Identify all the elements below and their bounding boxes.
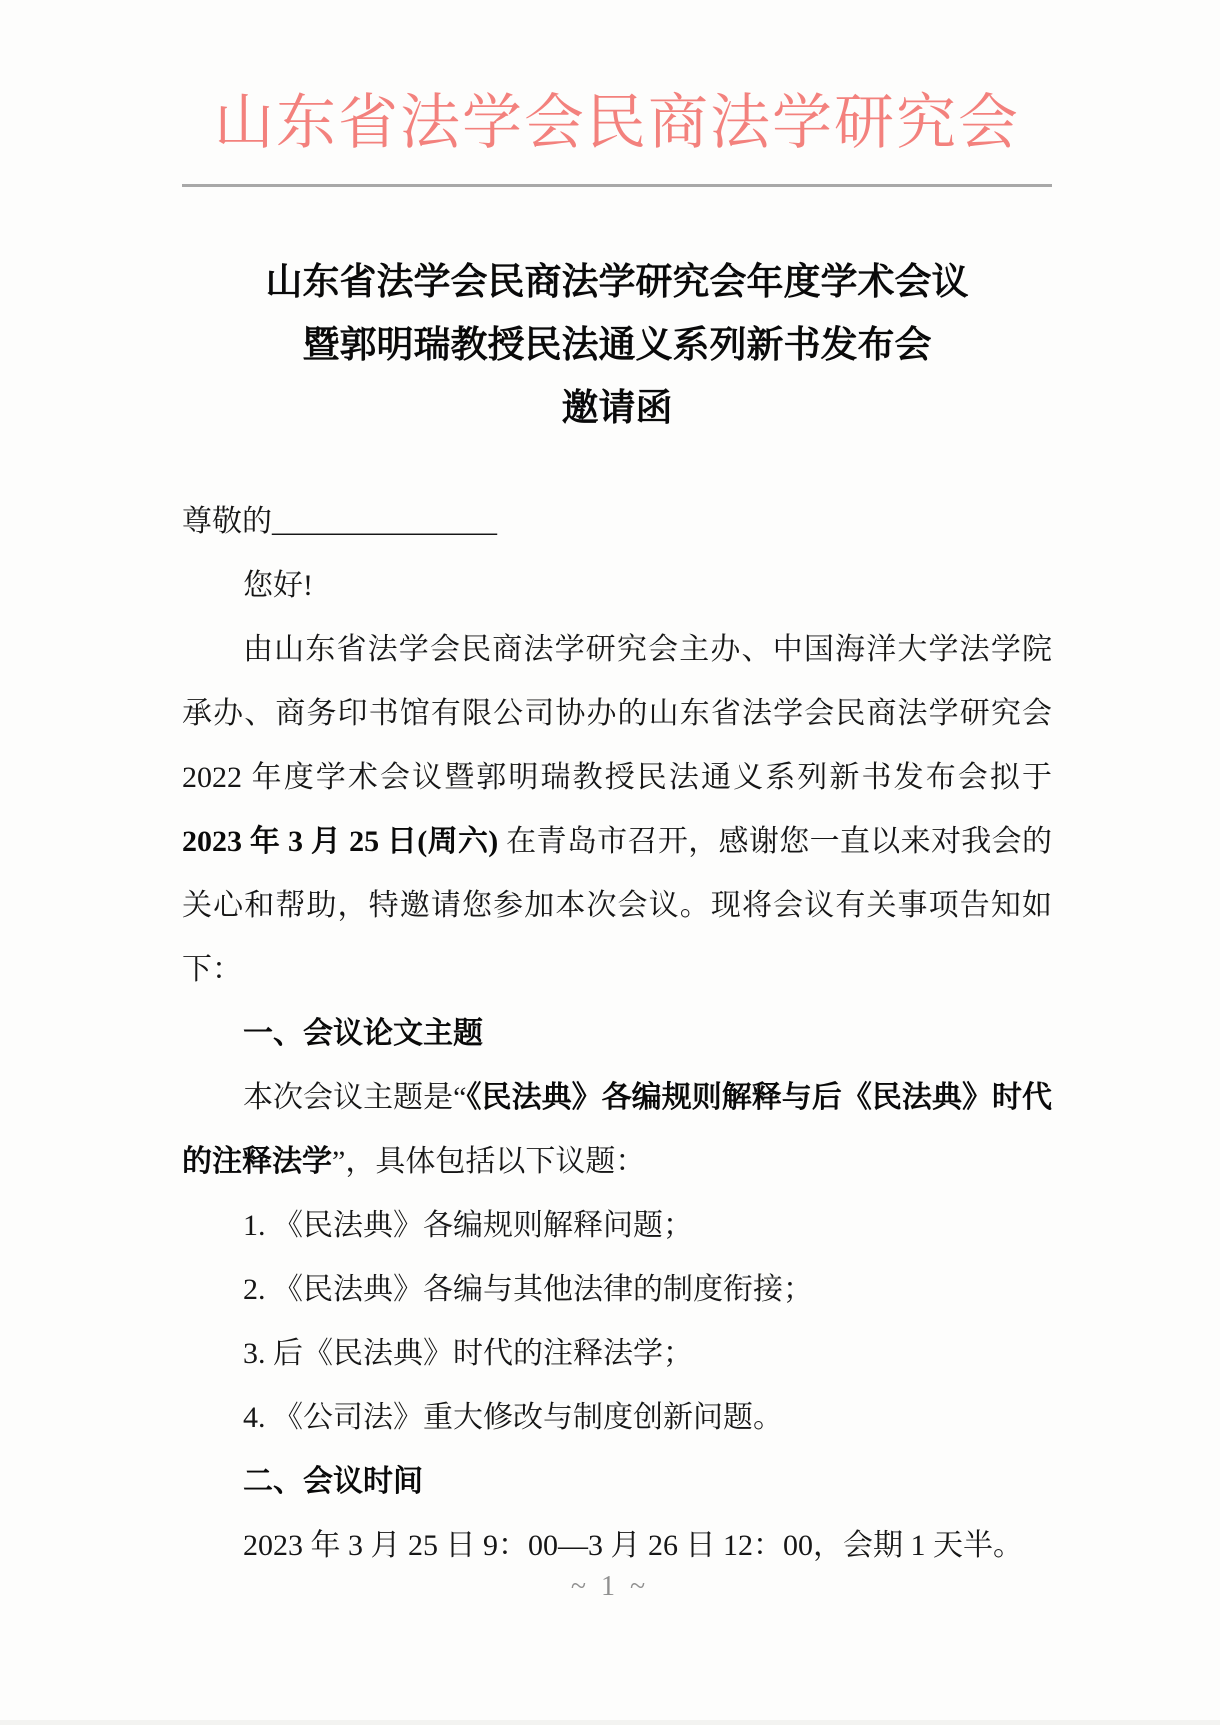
bold-text: 二、会议时间 (243, 1465, 423, 1498)
page-bottom-edge (0, 1720, 1220, 1725)
paragraph (182, 554, 1052, 618)
text-run: 2023 年 3 月 25 日 9：00—3 月 26 日 12：00，会期 1 天半。 (243, 1529, 1023, 1562)
text-run: 3. 后《民法典》时代的注释法学； (243, 1337, 693, 1370)
text-run: 4. 《公司法》重大修改与制度创新问题。 (243, 1401, 783, 1434)
text-run: 1. 《民法典》各编规则解释问题； (243, 1209, 693, 1242)
section-heading (182, 1450, 1052, 1514)
paragraph (182, 1258, 1052, 1322)
paragraph (182, 1194, 1052, 1258)
text-run: 本次会议主题是“ (243, 1081, 467, 1114)
document-body (182, 490, 1052, 1578)
bold-text: 2023 年 3 月 25 日(周六) (182, 825, 499, 858)
text-run: 您好! (243, 569, 313, 602)
document-title (182, 250, 1052, 439)
text-run: 在青岛市召开，感谢您一直以来对我会的关心和帮助，特邀请您参加本次会议。现将会议有关事项告知如下： (182, 825, 1052, 986)
title-line-2: 暨郭明瑞教授民法通义系列新书发布会 (302, 324, 932, 365)
text-run: ”，具体包括以下议题： (332, 1145, 646, 1178)
paragraph (182, 490, 1052, 554)
bold-text: 一、会议论文主题 (243, 1017, 483, 1050)
org-header-title: 山东省法学会民商法学研究会 (214, 89, 1020, 156)
paragraph (182, 1386, 1052, 1450)
text-run: 尊敬的_______________ (182, 505, 497, 538)
bold-text: 《民法典》各编规则解释与后《民法典》时代的注释法学 (182, 1081, 1052, 1178)
text-run: 2. 《民法典》各编与其他法律的制度衔接； (243, 1273, 813, 1306)
section-heading (182, 1002, 1052, 1066)
page-number: ~ 1 ~ (570, 1571, 650, 1602)
title-line-1: 山东省法学会民商法学研究会年度学术会议 (265, 261, 969, 302)
paragraph (182, 618, 1052, 1002)
title-line-3: 邀请函 (561, 387, 673, 428)
header-divider (182, 184, 1052, 187)
paragraph (182, 1066, 1052, 1194)
text-run: 由山东省法学会民商法学研究会主办、中国海洋大学法学院承办、商务印书馆有限公司协办的山东省法学会民商法学研究会 2022 年度学术会议暨郭明瑞教授民法通义系列新书发布会拟于 (182, 633, 1052, 794)
paragraph (182, 1322, 1052, 1386)
